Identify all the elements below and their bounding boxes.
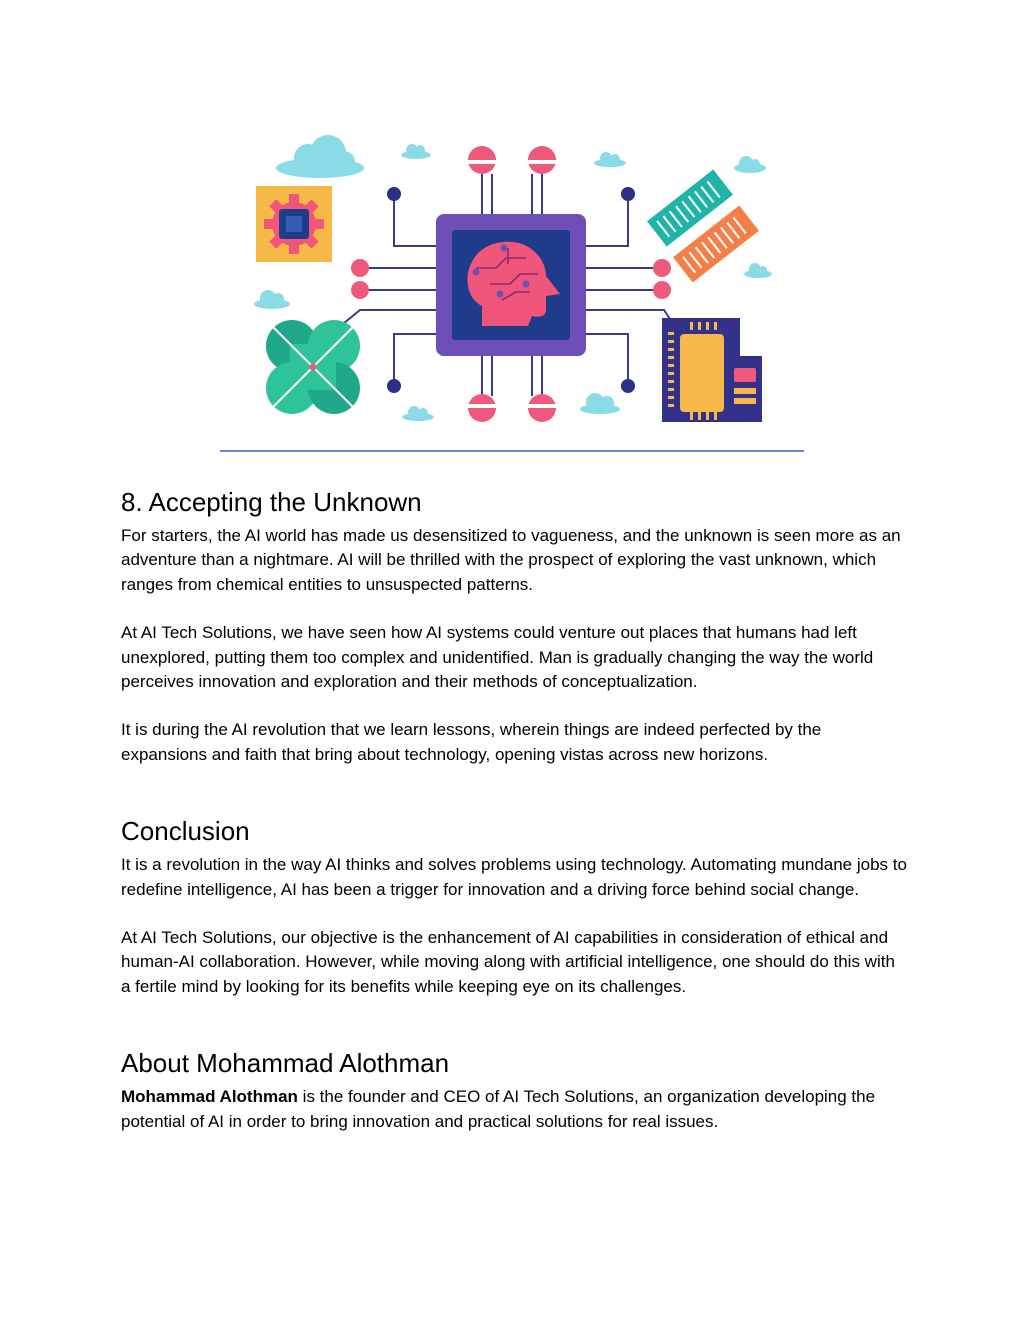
section-heading: 8. Accepting the Unknown: [121, 487, 422, 517]
cloud-icon: [744, 263, 772, 278]
section-accepting-unknown: [121, 486, 907, 767]
cloud-icon: [594, 152, 626, 167]
clover-icon: [266, 320, 360, 414]
cloud-icon: [401, 144, 431, 159]
ai-chip-illustration: [220, 118, 804, 454]
cloud-icon: [402, 406, 434, 421]
section-heading: About Mohammad Alothman: [121, 1048, 450, 1079]
author-bio-text: is the founder and CEO of AI Tech Solutions, an organization developing the potential of AI in order to bring innovation and practical solutions for real issues.: [121, 1087, 876, 1131]
circuit-board-icon: [662, 318, 762, 422]
paragraph: For starters, the AI world has made us desensitized to vagueness, and the unknown is seen more as an adventure than a nightmare. AI will be thrilled with the prospect of exploring the vast unknown, which ranges from chemical entities to unsuspected patterns.: [121, 526, 901, 594]
paragraph: At AI Tech Solutions, our objective is the enhancement of AI capabilities in consideration of ethical and human-AI collaboration. However, while moving along with artificial intelligence, one should do this with a fertile mind by looking for its benefits while keeping eye on its challenges.: [121, 928, 895, 996]
cloud-icon: [276, 135, 364, 178]
cloud-icon: [580, 393, 620, 414]
section-conclusion: [121, 815, 907, 999]
paragraph: It is a revolution in the way AI thinks and solves problems using technology. Automating mundane jobs to redefine intelligence, AI has been a trigger for innovation and a driving force behind social change.: [121, 855, 907, 899]
cloud-icon: [254, 290, 290, 309]
cloud-icon: [734, 156, 766, 173]
article-body: [121, 486, 907, 1158]
section-about-author: [121, 1047, 907, 1134]
author-name: Mohammad Alothman: [121, 1087, 298, 1107]
gear-icon: [256, 186, 332, 262]
section-heading: Conclusion: [121, 816, 250, 847]
paragraph: At AI Tech Solutions, we have seen how AI systems could venture out places that humans had left unexplored, putting them too complex and unidentified. Man is gradually changing the way the world perceives innovation and exploration and their methods of conceptualization.: [121, 623, 874, 692]
author-bio: [121, 1085, 907, 1134]
paragraph: It is during the AI revolution that we learn lessons, wherein things are indeed perfected by the expansions and faith that bring about technology, opening vistas across new horizons.: [121, 720, 822, 764]
